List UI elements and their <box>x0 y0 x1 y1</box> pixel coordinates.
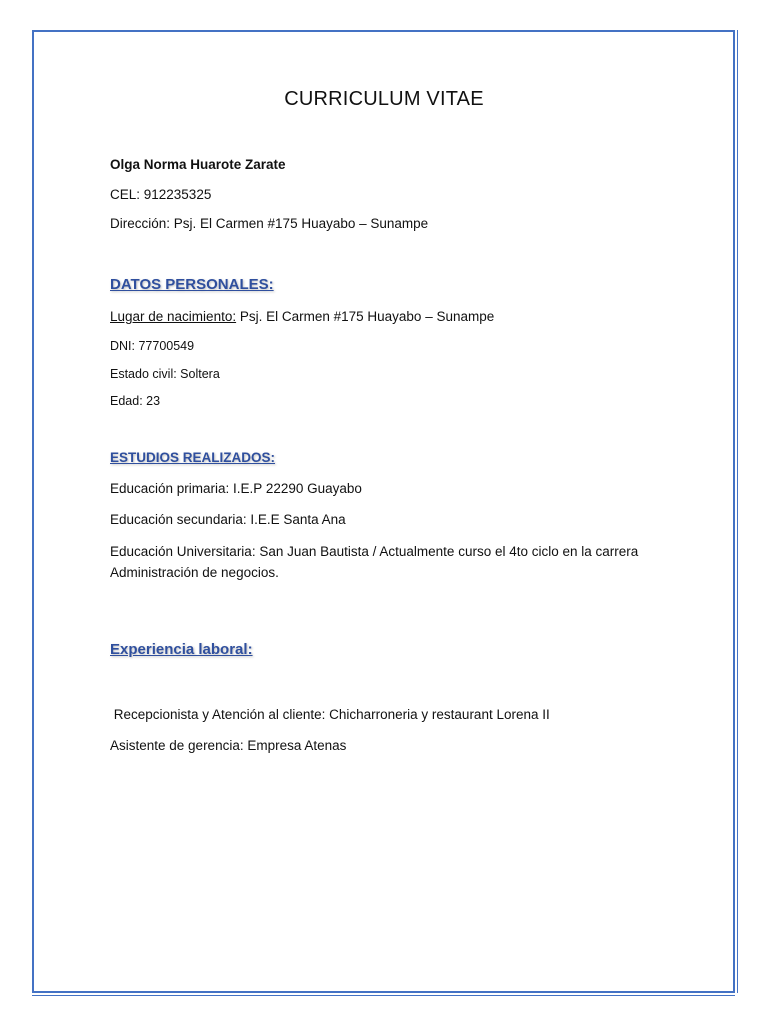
work-experience-item: Asistente de gerencia: Empresa Atenas <box>110 738 347 753</box>
section-heading-datos-personales: DATOS PERSONALES: <box>110 276 274 293</box>
education-university: Educación Universitaria: San Juan Bautista / Actualmente curso el 4to ciclo en la carrera Administración de negocios. <box>110 544 639 580</box>
education-primary: Educación primaria: I.E.P 22290 Guayabo <box>110 481 362 496</box>
address: Dirección: Psj. El Carmen #175 Huayabo – Sunampe <box>110 216 429 231</box>
section-heading-experiencia: Experiencia laboral: <box>110 641 253 658</box>
marital-status: Estado civil: Soltera <box>110 367 220 381</box>
work-experience-item: Recepcionista y Atención al cliente: Chicharroneria y restaurant Lorena II <box>110 707 550 722</box>
dni: DNI: 77700549 <box>110 339 195 353</box>
section-heading-estudios: ESTUDIOS REALIZADOS: <box>110 450 276 465</box>
birthplace <box>110 309 494 324</box>
document-title: CURRICULUM VITAE <box>284 88 484 110</box>
age: Edad: 23 <box>110 394 161 408</box>
birthplace-value: Psj. El Carmen #175 Huayabo – Sunampe <box>236 309 495 324</box>
phone-number: CEL: 912235325 <box>110 187 212 202</box>
education-secondary: Educación secundaria: I.E.E Santa Ana <box>110 512 346 527</box>
full-name: Olga Norma Huarote Zarate <box>110 157 286 172</box>
birthplace-label: Lugar de nacimiento: <box>110 309 237 324</box>
